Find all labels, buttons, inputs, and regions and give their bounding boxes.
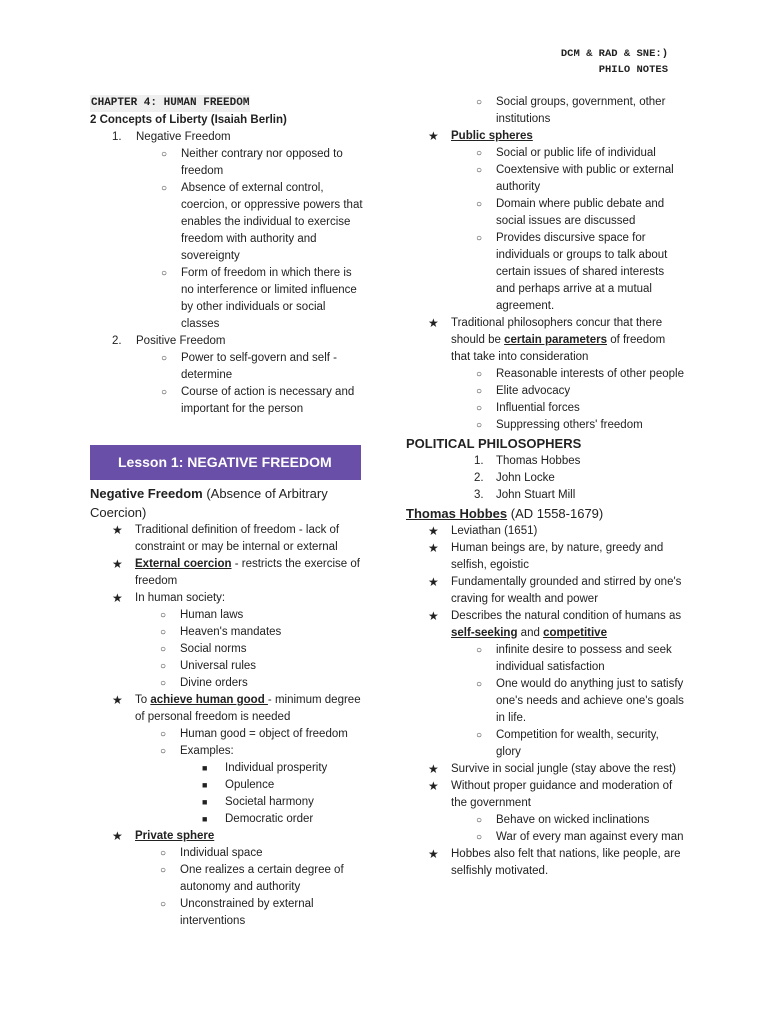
list-item: ★ In human society: ○ Human laws ○ Heaven's mandates ○ Social norms ○ Universal rules ○ Divine orders <box>90 590 365 692</box>
header-line-1: DCM & RAD & SNE:) <box>560 48 668 60</box>
square-bullet-icon: ■ <box>202 797 208 807</box>
circle-bullet-icon: ○ <box>160 644 167 655</box>
header-line-2: PHILO NOTES <box>598 64 668 76</box>
circle-bullet-icon: ○ <box>160 899 167 910</box>
list-item: ○ Form of freedom in which there is no interference or limited influence by other individuals or social classes <box>161 267 357 330</box>
star-bullet-icon: ★ <box>112 523 123 537</box>
list-item: ■ Societal harmony <box>180 794 365 811</box>
circle-bullet-icon: ○ <box>476 148 483 159</box>
list-item: ○ One would do anything just to satisfy one's needs and achieve one's goals in life. <box>476 678 684 724</box>
circle-bullet-icon: ○ <box>160 729 167 740</box>
list-item: ★ Survive in social jungle (stay above the rest) <box>428 762 676 776</box>
star-bullet-icon: ★ <box>428 541 439 555</box>
chapter-title: CHAPTER 4: HUMAN FREEDOM <box>90 95 250 112</box>
list-item: ○ One realizes a certain degree of autonomy and authority <box>160 864 344 893</box>
list-item: ○ Examples: ■ Individual prosperity ■ Opulence ■ Societal harmony ■ Democratic order <box>135 743 365 828</box>
circle-bullet-icon: ○ <box>476 679 483 690</box>
lesson-banner: Lesson 1: NEGATIVE FREEDOM <box>90 445 361 480</box>
hobbes-list <box>406 523 686 880</box>
circle-bullet-icon: ○ <box>476 645 483 656</box>
circle-bullet-icon: ○ <box>160 848 167 859</box>
star-bullet-icon: ★ <box>428 316 439 330</box>
concepts-subtitle: 2 Concepts of Liberty (Isaiah Berlin) <box>90 114 287 126</box>
list-item: ★ Without proper guidance and moderation of the government ○ Behave on wicked inclinations ○ War of every man against every man <box>406 778 686 846</box>
list-item: ★ Private sphere ○ Individual space ○ One realizes a certain degree of autonomy and authority ○ Unconstrained by external interventions <box>90 828 365 930</box>
list-item: ○ Human good = object of freedom <box>135 726 365 743</box>
circle-bullet-icon: ○ <box>476 832 483 843</box>
list-item: 2. John Locke <box>474 472 555 484</box>
list-item: ○ infinite desire to possess and seek individual satisfaction <box>476 644 672 673</box>
list-item: ★ Public spheres ○ Social or public life of individual ○ Coextensive with public or external authority ○ Domain where public debate and social issues are discussed ○ Provides discursive space for individuals or groups to talk about certain issues of shared interests and perhaps arrive at a mutual agreement. <box>406 128 686 315</box>
list-item: ○ Human laws <box>135 607 365 624</box>
list-item: ★ Traditional definition of freedom - lack of constraint or may be internal or external <box>112 523 340 553</box>
list-item: ○ Unconstrained by external interventions <box>160 898 314 927</box>
list-item: ○ Elite advocacy <box>451 383 686 400</box>
list-item: 1. Thomas Hobbes <box>474 455 581 467</box>
circle-bullet-icon: ○ <box>161 268 168 279</box>
circle-bullet-icon: ○ <box>476 815 483 826</box>
star-bullet-icon: ★ <box>428 129 439 143</box>
list-item: ○ Provides discursive space for individuals or groups to talk about certain issues of shared interests and perhaps arrive at a mutual agreement. <box>476 232 668 312</box>
circle-bullet-icon: ○ <box>160 661 167 672</box>
list-item: ★ Fundamentally grounded and stirred by one's craving for wealth and power <box>428 575 682 605</box>
list-item: ○ Social groups, government, other institutions <box>476 96 666 125</box>
list-item: ■ Individual prosperity <box>180 760 365 777</box>
list-item: ○ Power to self-govern and self -determine <box>161 352 337 381</box>
list-item: ○ Social norms <box>135 641 365 658</box>
negative-freedom-heading: Negative Freedom (Absence of Arbitrary Coercion) <box>90 486 328 520</box>
star-bullet-icon: ★ <box>112 829 123 843</box>
list-item: ○ Influential forces <box>451 400 686 417</box>
list-item: ★ Describes the natural condition of humans as self-seeking and competitive ○ infinite desire to possess and seek individual satisfaction ○ One would do anything just to satisfy one's needs and achieve one's goals in life. ○ Competition for wealth, security, glory <box>406 608 686 761</box>
star-bullet-icon: ★ <box>428 779 439 793</box>
star-bullet-icon: ★ <box>112 591 123 605</box>
circle-bullet-icon: ○ <box>476 369 483 380</box>
circle-bullet-icon: ○ <box>476 165 483 176</box>
political-philosophers-heading: POLITICAL PHILOSOPHERS <box>406 436 582 451</box>
list-item: ○ Absence of external control, coercion, or oppressive powers that enables the individual to exercise freedom with authority and sovereignty <box>161 182 363 262</box>
circle-bullet-icon: ○ <box>160 610 167 621</box>
circle-bullet-icon: ○ <box>476 199 483 210</box>
circle-bullet-icon: ○ <box>476 97 483 108</box>
circle-bullet-icon: ○ <box>476 233 483 244</box>
list-item: ★ External coercion - restricts the exercise of freedom <box>112 557 360 587</box>
circle-bullet-icon: ○ <box>160 865 167 876</box>
list-item: ○ Divine orders <box>135 675 365 692</box>
square-bullet-icon: ■ <box>202 763 208 773</box>
negative-freedom-list <box>90 522 365 930</box>
circle-bullet-icon: ○ <box>160 746 167 757</box>
circle-bullet-icon: ○ <box>476 386 483 397</box>
list-item: ○ Social or public life of individual <box>451 145 686 162</box>
star-bullet-icon: ★ <box>428 762 439 776</box>
list-item: ○ Neither contrary nor opposed to freedom <box>161 148 343 177</box>
spheres-list <box>406 128 686 434</box>
list-item: ○ Course of action is necessary and important for the person <box>161 386 355 415</box>
star-bullet-icon: ★ <box>112 693 123 707</box>
circle-bullet-icon: ○ <box>161 149 168 160</box>
square-bullet-icon: ■ <box>202 814 208 824</box>
left-column <box>90 94 365 930</box>
concept-item: 1. Negative Freedom ○ Neither contrary nor opposed to freedom ○ Absence of external control, coercion, or oppressive powers that enables the individual to exercise freedom with authority and sovereignty ○ Form of freedom in which there is no interference or limited influence by other individuals or social classes <box>90 129 365 333</box>
list-item: ★ Hobbes also felt that nations, like people, are selfishly motivated. <box>428 847 681 877</box>
list-item: ■ Democratic order <box>180 811 365 828</box>
list-item: ○ Reasonable interests of other people <box>451 366 686 383</box>
star-bullet-icon: ★ <box>428 575 439 589</box>
list-item: ■ Opulence <box>180 777 365 794</box>
circle-bullet-icon: ○ <box>476 420 483 431</box>
list-item: ★ Human beings are, by nature, greedy and selfish, egoistic <box>428 541 664 571</box>
list-item: ○ Coextensive with public or external authority <box>476 164 674 193</box>
star-bullet-icon: ★ <box>428 609 439 623</box>
circle-bullet-icon: ○ <box>161 183 168 194</box>
star-bullet-icon: ★ <box>112 557 123 571</box>
circle-bullet-icon: ○ <box>160 678 167 689</box>
star-bullet-icon: ★ <box>428 847 439 861</box>
star-bullet-icon: ★ <box>428 524 439 538</box>
list-item: ○ Heaven's mandates <box>135 624 365 641</box>
list-item: 3. John Stuart Mill <box>474 489 576 501</box>
hobbes-heading: Thomas Hobbes (AD 1558-1679) <box>406 506 604 521</box>
list-item: ○ Behave on wicked inclinations <box>451 812 686 829</box>
circle-bullet-icon: ○ <box>161 387 168 398</box>
list-item: ★ Leviathan (1651) <box>428 524 538 538</box>
list-item: ○ Individual space <box>135 845 365 862</box>
circle-bullet-icon: ○ <box>476 730 483 741</box>
right-column <box>406 94 686 880</box>
page-header <box>561 46 668 78</box>
list-item: ○ Suppressing others' freedom <box>451 417 686 434</box>
list-item: ★ To achieve human good - minimum degree of personal freedom is needed ○ Human good = object of freedom ○ Examples: ■ Individual prosperity ■ Opulence ■ Societal harmony ■ Democratic order <box>90 692 365 828</box>
concept-item: 2. Positive Freedom ○ Power to self-govern and self -determine ○ Course of action is necessary and important for the person <box>90 333 365 418</box>
circle-bullet-icon: ○ <box>161 353 168 364</box>
list-item: ★ Traditional philosophers concur that there should be certain parameters of freedom that take into consideration ○ Reasonable interests of other people ○ Elite advocacy ○ Influential forces ○ Suppressing others' freedom <box>406 315 686 434</box>
concepts-list <box>90 129 365 418</box>
philosophers-list <box>406 453 686 504</box>
circle-bullet-icon: ○ <box>476 403 483 414</box>
list-item: ○ Competition for wealth, security, glory <box>476 729 659 758</box>
circle-bullet-icon: ○ <box>160 627 167 638</box>
list-item: ○ Universal rules <box>135 658 365 675</box>
list-item: ○ Domain where public debate and social issues are discussed <box>476 198 665 227</box>
list-item: ○ War of every man against every man <box>451 829 686 846</box>
square-bullet-icon: ■ <box>202 780 208 790</box>
